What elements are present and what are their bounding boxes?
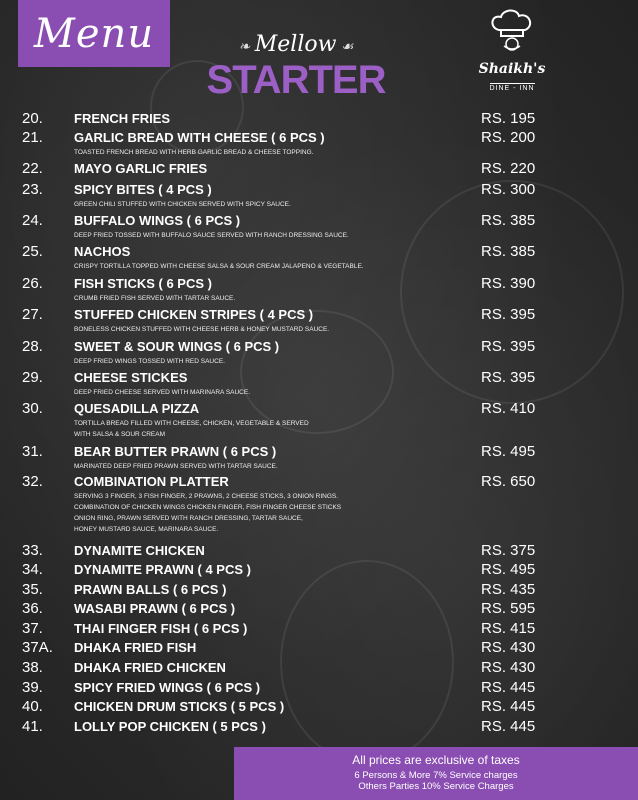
chef-hat-icon [487, 8, 537, 54]
item-number: 25. [22, 243, 43, 260]
item-price: RS. 495 [481, 561, 536, 578]
item-number: 40. [22, 698, 43, 715]
item-description: DEEP FRIED TOSSED WITH BUFFALO SAUCE SERVED WITH RANCH DRESSING SAUCE. [74, 232, 349, 239]
item-description: MARINATED DEEP FRIED PRAWN SERVED WITH TARTAR SAUCE. [74, 463, 278, 470]
item-number: 37. [22, 620, 43, 637]
item-title: SPICY BITES ( 4 PCS ) [74, 182, 212, 197]
item-number: 35. [22, 581, 43, 598]
item-title: LOLLY POP CHICKEN ( 5 PCS ) [74, 719, 266, 734]
item-number: 23. [22, 181, 43, 198]
tax-note: All prices are exclusive of taxes [352, 753, 520, 767]
leaf-icon: ❧ [238, 39, 255, 55]
item-price: RS. 385 [481, 243, 536, 260]
item-title: SWEET & SOUR WINGS ( 6 PCS ) [74, 339, 280, 354]
item-title: BUFFALO WINGS ( 6 PCS ) [74, 213, 241, 228]
item-title: FISH STICKS ( 6 PCS ) [74, 276, 212, 291]
item-title: DHAKA FRIED CHICKEN [74, 660, 226, 675]
item-number: 31. [22, 443, 43, 460]
item-title: BEAR BUTTER PRAWN ( 6 PCS ) [74, 444, 277, 459]
item-number: 29. [22, 369, 43, 386]
pepper-sketch [280, 560, 454, 764]
service-charge-note: 6 Persons & More 7% Service charges [354, 770, 518, 781]
item-price: RS. 385 [481, 212, 536, 229]
item-price: RS. 410 [481, 400, 536, 417]
item-title: MAYO GARLIC FRIES [74, 161, 208, 176]
item-price: RS. 445 [481, 698, 536, 715]
item-description: CRUMB FRIED FISH SERVED WITH TARTAR SAUCE. [74, 295, 236, 302]
item-number: 39. [22, 679, 43, 696]
restaurant-logo [472, 8, 552, 98]
item-number: 36. [22, 600, 43, 617]
menu-tab [18, 0, 170, 67]
item-description: ONION RING, PRAWN SERVED WITH RANCH DRESSING, TARTAR SAUCE, [74, 515, 303, 522]
item-title: GARLIC BREAD WITH CHEESE ( 6 PCS ) [74, 130, 325, 145]
item-price: RS. 395 [481, 338, 536, 355]
item-description: DEEP FRIED WINGS TOSSED WITH RED SAUCE. [74, 358, 225, 365]
item-number: 33. [22, 542, 43, 559]
item-description: DEEP FRIED CHEESE SERVED WITH MARINARA SAUCE. [74, 389, 251, 396]
item-title: QUESADILLA PIZZA [74, 401, 200, 416]
item-number: 34. [22, 561, 43, 578]
item-description: COMBINATION OF CHICKEN WINGS CHICKEN FINGER, FISH FINGER CHEESE STICKS [74, 504, 342, 511]
item-title: NACHOS [74, 244, 131, 259]
item-price: RS. 595 [481, 600, 536, 617]
mellow-heading [206, 32, 386, 57]
item-description: TORTILLA BREAD FILLED WITH CHEESE, CHICKEN, VEGETABLE & SERVED [74, 420, 309, 427]
item-price: RS. 220 [481, 160, 536, 177]
item-number: 26. [22, 275, 43, 292]
item-description: TOASTED FRENCH BREAD WITH HERB GARLIC BREAD & CHEESE TOPPING. [74, 149, 314, 156]
item-price: RS. 300 [481, 181, 536, 198]
item-number: 38. [22, 659, 43, 676]
item-price: RS. 395 [481, 306, 536, 323]
tax-note-box [234, 747, 638, 800]
item-title: DYNAMITE PRAWN ( 4 PCS ) [74, 562, 251, 577]
leaf-icon: ☙ [336, 39, 354, 55]
item-title: CHEESE STICKES [74, 370, 188, 385]
item-title: SPICY FRIED WINGS ( 6 PCS ) [74, 680, 261, 695]
item-title: DHAKA FRIED FISH [74, 640, 197, 655]
menu-label: Menu [33, 10, 155, 57]
item-price: RS. 200 [481, 129, 536, 146]
item-number: 28. [22, 338, 43, 355]
logo-name: Shaikh's [478, 61, 546, 77]
item-number: 22. [22, 160, 43, 177]
item-number: 32. [22, 473, 43, 490]
item-price: RS. 445 [481, 718, 536, 735]
item-description: HONEY MUSTARD SAUCE, MARINARA SAUCE. [74, 526, 219, 533]
item-title: THAI FINGER FISH ( 6 PCS ) [74, 621, 248, 636]
item-number: 37A. [22, 639, 53, 656]
item-number: 27. [22, 306, 43, 323]
item-price: RS. 395 [481, 369, 536, 386]
item-number: 24. [22, 212, 43, 229]
item-description: GREEN CHILI STUFFED WITH CHICKEN SERVED WITH SPICY SAUCE. [74, 201, 291, 208]
item-price: RS. 430 [481, 659, 536, 676]
item-price: RS. 430 [481, 639, 536, 656]
item-title: FRENCH FRIES [74, 111, 171, 126]
item-price: RS. 195 [481, 110, 536, 127]
item-number: 30. [22, 400, 43, 417]
item-title: CHICKEN DRUM STICKS ( 5 PCS ) [74, 699, 285, 714]
item-number: 41. [22, 718, 43, 735]
item-description: WITH SALSA & SOUR CREAM [74, 431, 166, 438]
item-description: CRISPY TORTILLA TOPPED WITH CHEESE SALSA & SOUR CREAM JALAPENO & VEGETABLE. [74, 263, 364, 270]
item-price: RS. 445 [481, 679, 536, 696]
item-price: RS. 495 [481, 443, 536, 460]
item-title: WASABI PRAWN ( 6 PCS ) [74, 601, 236, 616]
mellow-label: Mellow [254, 32, 337, 57]
item-price: RS. 415 [481, 620, 536, 637]
item-price: RS. 375 [481, 542, 536, 559]
item-price: RS. 390 [481, 275, 536, 292]
item-title: PRAWN BALLS ( 6 PCS ) [74, 582, 227, 597]
logo-subtitle: DINE - INN [489, 85, 535, 92]
item-price: RS. 435 [481, 581, 536, 598]
item-price: RS. 650 [481, 473, 536, 490]
item-description: SERVING 3 FINGER, 3 FISH FINGER, 2 PRAWNS, 2 CHEESE STICKS, 3 ONION RINGS. [74, 493, 339, 500]
item-description: BONELESS CHICKEN STUFFED WITH CHEESE HERB & HONEY MUSTARD SAUCE. [74, 326, 330, 333]
item-title: COMBINATION PLATTER [74, 474, 229, 489]
item-title: DYNAMITE CHICKEN [74, 543, 205, 558]
item-number: 21. [22, 129, 43, 146]
section-title: STARTER [206, 58, 386, 102]
item-number: 20. [22, 110, 43, 127]
service-charge-note: Others Parties 10% Service Charges [358, 781, 514, 792]
item-title: STUFFED CHICKEN STRIPES ( 4 PCS ) [74, 307, 314, 322]
